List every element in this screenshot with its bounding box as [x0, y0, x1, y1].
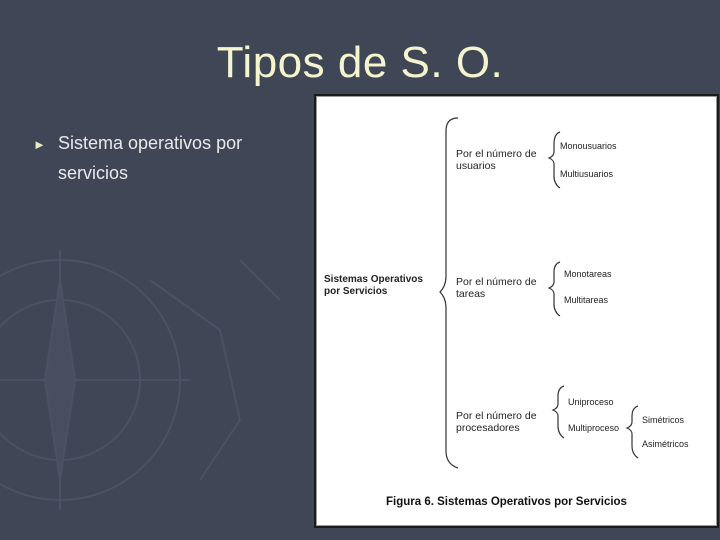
bullet-marker: ►	[33, 137, 46, 152]
bullet-text: Sistema operativos por servicios	[58, 133, 243, 183]
item-asimetricos: Asimétricos	[642, 439, 689, 449]
branch-processors-label: Por el número de procesadores	[456, 410, 537, 434]
figure-caption: Figura 6. Sistemas Operativos por Servicios	[386, 496, 627, 508]
item-monotareas: Monotareas	[564, 269, 612, 279]
branch-tasks-label: Por el número de tareas	[456, 276, 537, 300]
branch-users-label: Por el número de usuarios	[456, 148, 537, 172]
diagram-root-label: Sistemas Operativos por Servicios	[324, 274, 423, 297]
item-multiproceso: Multiproceso	[568, 423, 620, 433]
slide-title: Tipos de S. O.	[216, 38, 504, 87]
item-multitareas: Multitareas	[564, 295, 609, 305]
item-simetricos: Simétricos	[642, 415, 685, 425]
item-uniproceso: Uniproceso	[568, 397, 614, 407]
item-multiusuarios: Multiusuarios	[560, 169, 614, 179]
item-monousuarios: Monousuarios	[560, 141, 617, 151]
diagram-image	[314, 94, 719, 528]
